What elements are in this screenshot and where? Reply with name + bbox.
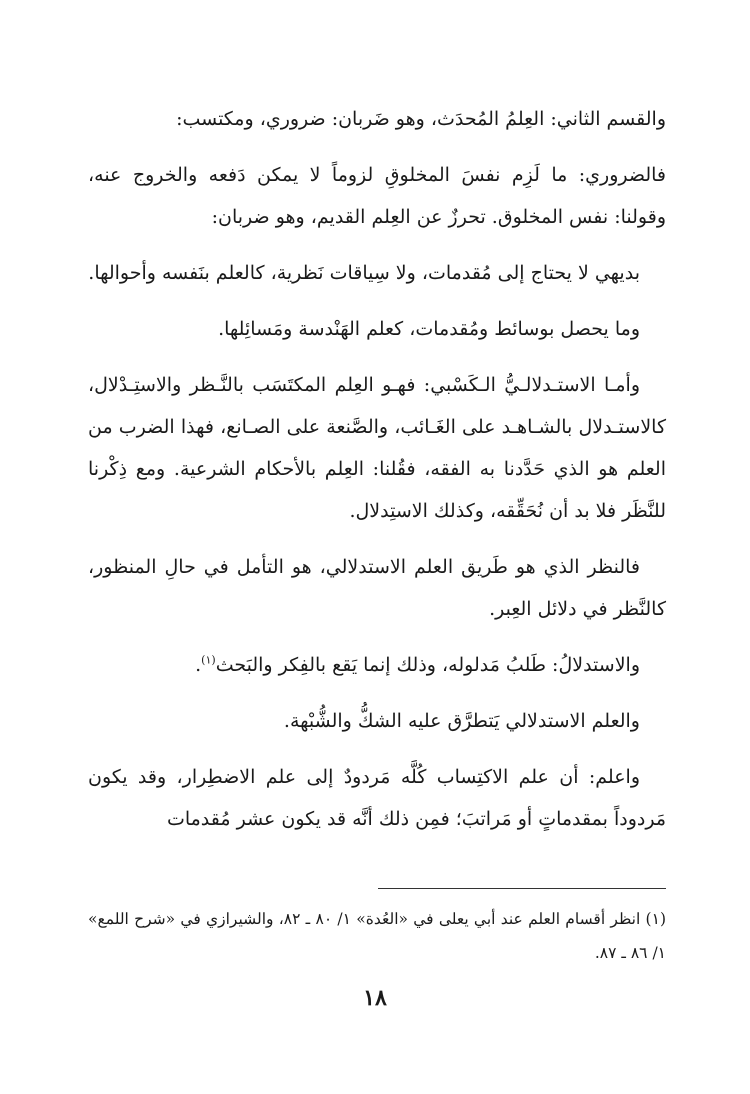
- paragraph-doubt: والعلم الاستدلالي يَتطرَّق عليه الشكُّ والشُّبْهة.: [283, 710, 640, 732]
- footnote-reference[interactable]: (١): [201, 653, 216, 667]
- paragraph-division: والقسم الثاني: العِلمُ المُحدَث، وهو ضَربان: ضروري، ومكتسب:: [176, 108, 666, 130]
- footnote-divider: [378, 888, 666, 889]
- footnote-1: (١) انظر أقسام العلم عند أبي يعلى في «العُدة» ١/ ٨٠ ـ ٨٢، والشيرازي في «شرح اللمع» ١/ ٨٦ ـ ٨٧.: [88, 910, 666, 962]
- paragraph-necessary-knowledge: فالضروري: ما لَزِم نفسَ المخلوقِ لزوماً لا يمكن دَفعه والخروج عنه، وقولنا: نفس المخلوق. تحرزٌ عن العِلم القديم، وهو ضربان:: [88, 164, 666, 228]
- paragraph-inferential: وأمـا الاستـدلالـيُّ الـكَسْبي: فهـو العِلم المكتَسَب بالنَّـظر والاستِـدْلال، كالاستـدلال بالشـاهـد على الغَـائب، والصَّنعة على الصـانع، فهذا الضرب من العلم هو الذي حَدَّدنا به الفقه، فقُلنا: العِلم بالأحكام الشرعية. ومع ذِكْرنا للنَّظَر فلا بد أن نُحَقِّقه، وكذلك الاستِدلال.: [88, 374, 666, 522]
- page-number: ١٨: [363, 985, 387, 1011]
- paragraph-self-evident: بديهي لا يحتاج إلى مُقدمات، ولا سِياقات نَظرية، كالعلم بنَفسه وأحوالها.: [88, 262, 640, 284]
- paragraph-acquired-knowledge: واعلم: أن علم الاكتِساب كُلَّه مَردودٌ إلى علم الاضطِرار، وقد يكون مَردوداً بمقدماتٍ أو مَراتبَ؛ فمِن ذلك أنَّه قد يكون عشر مُقدمات: [88, 766, 666, 830]
- paragraph-inference-text: والاستدلالُ: طَلبُ مَدلوله، وذلك إنما يَقع بالفِكر والبَحث: [215, 654, 640, 676]
- paragraph-mediated: وما يحصل بوسائط ومُقدمات، كعلم الهَنْدسة ومَسائِلها.: [218, 318, 640, 340]
- main-text: [88, 98, 666, 854]
- paragraph-inference-end: .: [195, 654, 202, 676]
- paragraph-reflection: فالنظر الذي هو طَريق العلم الاستدلالي، هو التأمل في حالِ المنظور، كالنَّظر في دلائل العِبر.: [88, 556, 666, 620]
- paragraph-inference: [88, 644, 666, 686]
- footnotes: [88, 902, 666, 970]
